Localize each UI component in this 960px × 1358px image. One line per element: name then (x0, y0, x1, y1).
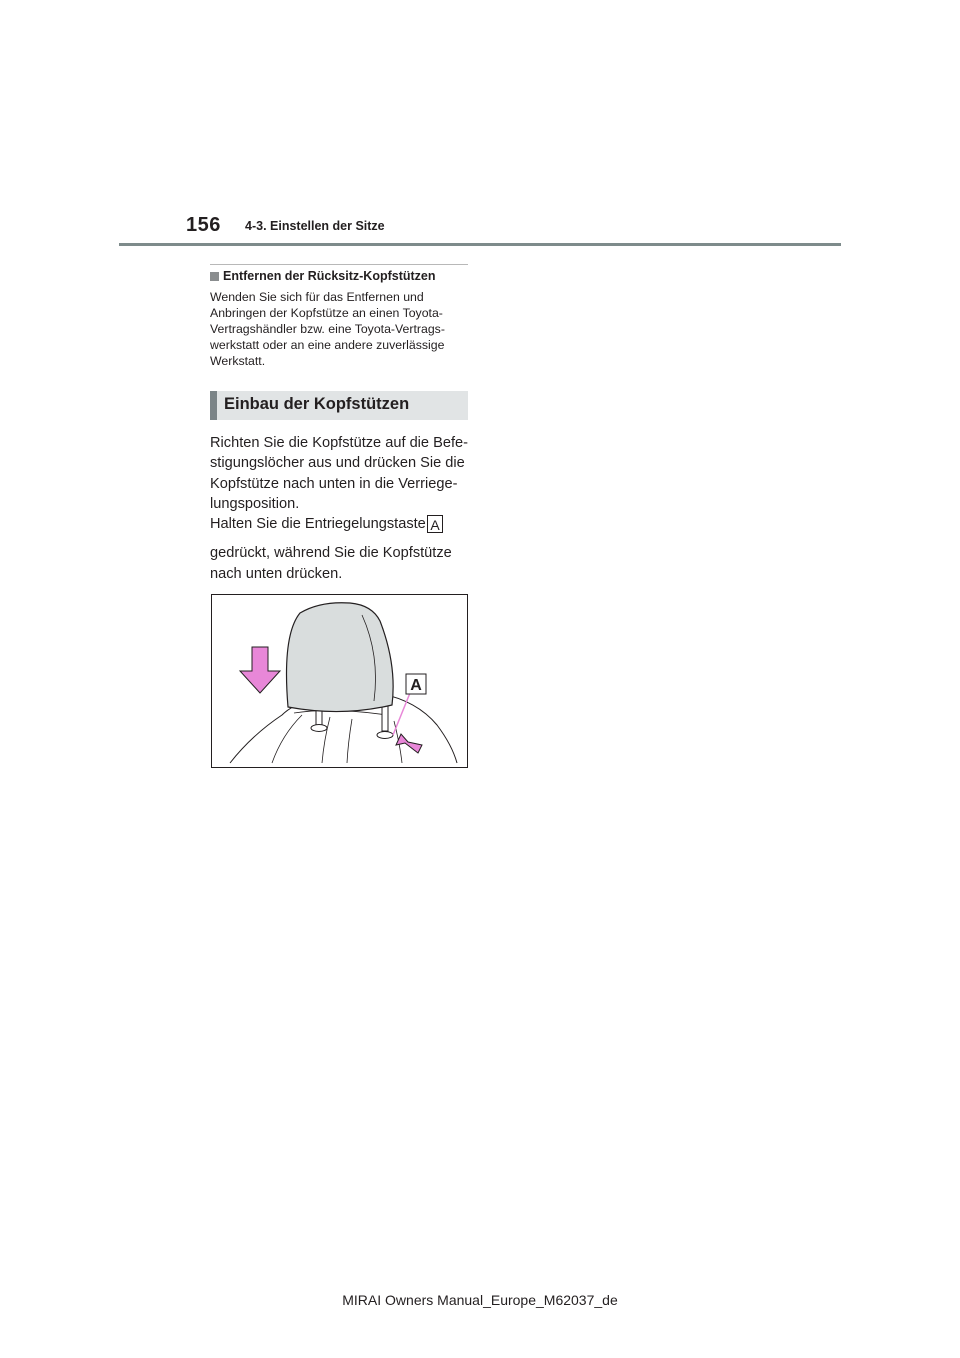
section-header (210, 391, 468, 420)
install-paragraph-2-end: gedrückt, während Sie die Kopfstütze nach unten drücken. (210, 545, 452, 582)
subsection-body: Wenden Sie sich für das Entfernen und Anbringen der Kopfstütze an einen Toyota-Vertragshändler bzw. eine Toyota-Vertrags-werkstatt oder an eine andere zuverlässige Werkstatt. (210, 290, 445, 368)
push-down-arrow-icon (240, 647, 280, 693)
seam-line (322, 717, 330, 763)
right-stay (382, 705, 388, 731)
header-rule (119, 243, 841, 246)
section-accent-bar (210, 391, 217, 420)
square-bullet-icon (210, 272, 219, 281)
headrest-illustration (211, 594, 468, 768)
footer-text: MIRAI Owners Manual_Europe_M62037_de (342, 1292, 618, 1308)
left-guide (311, 725, 327, 732)
headrest-shape (287, 603, 394, 712)
subsection-heading-text: Entfernen der Rücksitz-Kopfstützen (223, 269, 436, 283)
right-guide (377, 732, 393, 739)
section-title: Einbau der Kopfstützen (224, 395, 410, 413)
page-number: 156 (186, 214, 221, 236)
subsection-heading (210, 269, 436, 283)
install-paragraph-1: Richten Sie die Kopfstütze auf die Befe-stigungslöcher aus und drücken Sie die Kopfstütze nach unten in die Verriege-lungsposition. (210, 435, 468, 512)
headrest-diagram (212, 595, 467, 767)
seam-line (272, 715, 302, 763)
chapter-title: 4-3. Einstellen der Sitze (245, 219, 385, 233)
figure-label-a: A (410, 677, 422, 694)
install-paragraph-2-start: Halten Sie die Entriegelungstaste (210, 516, 426, 532)
seam-line (347, 719, 352, 763)
subsection-rule (210, 264, 468, 265)
callout-label-a: A (427, 515, 443, 533)
